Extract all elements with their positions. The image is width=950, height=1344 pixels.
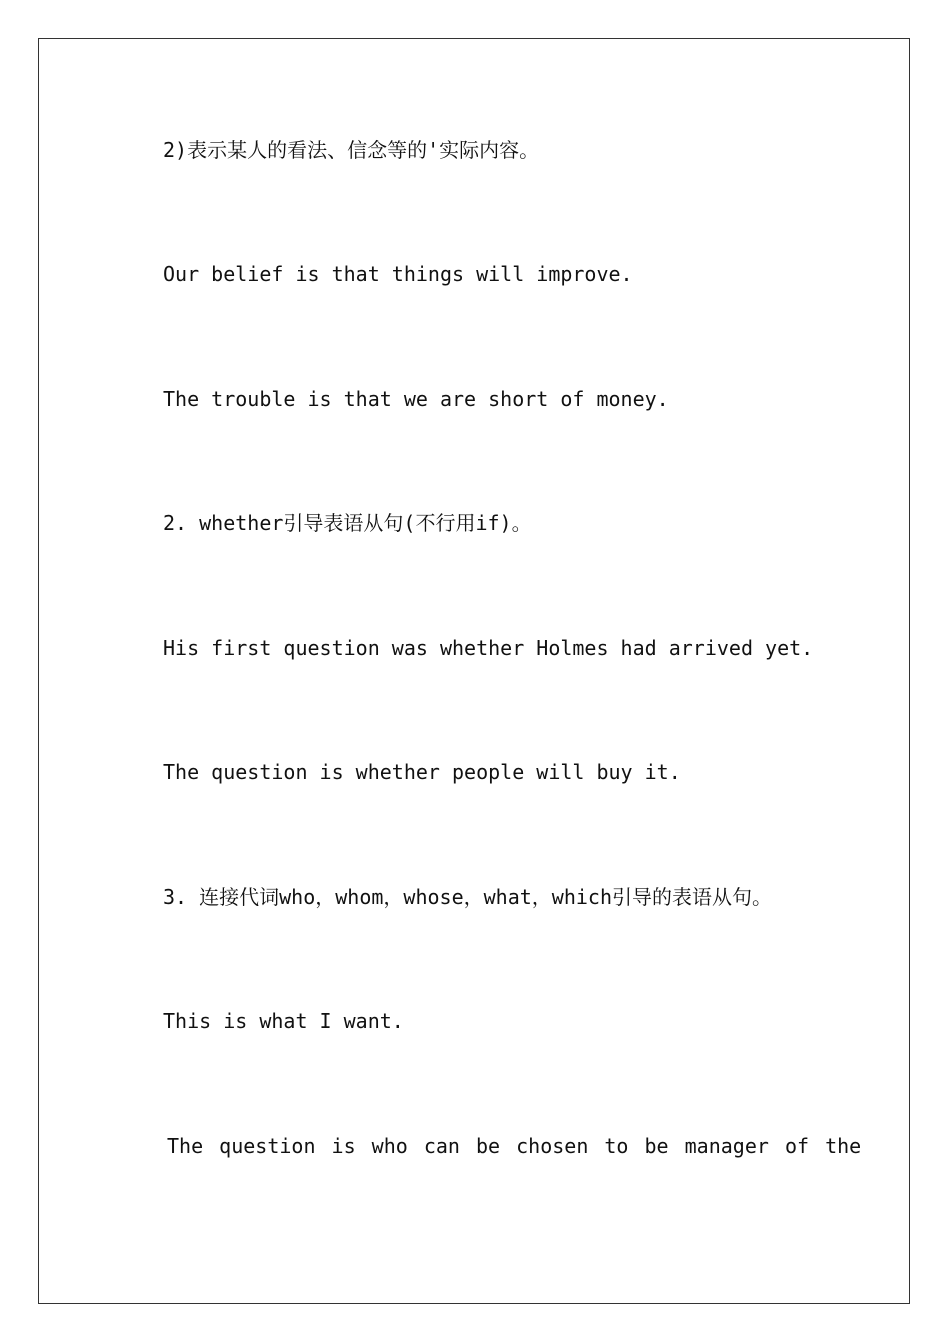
text-line-section-whether: 2. whether引导表语从句(不行用if)。 — [163, 511, 532, 535]
text-line-example-want: This is what I want. — [163, 1009, 404, 1033]
text-line-section-pronouns: 3. 连接代词who，whom，whose，what，which引导的表语从句。 — [163, 885, 772, 909]
text-line-example-holmes: His first question was whether Holmes had arrived yet. — [163, 636, 814, 660]
text-line-example-belief: Our belief is that things will improve. — [163, 262, 633, 286]
text-line-example-buy: The question is whether people will buy it. — [163, 760, 681, 784]
text-line-point-2-meaning: 2)表示某人的看法、信念等的'实际内容。 — [163, 138, 540, 162]
text-line-example-trouble: The trouble is that we are short of money. — [163, 387, 669, 411]
text-line-example-manager: The question is who can be chosen to be manager of the — [167, 1134, 862, 1158]
page-frame — [38, 38, 910, 1304]
